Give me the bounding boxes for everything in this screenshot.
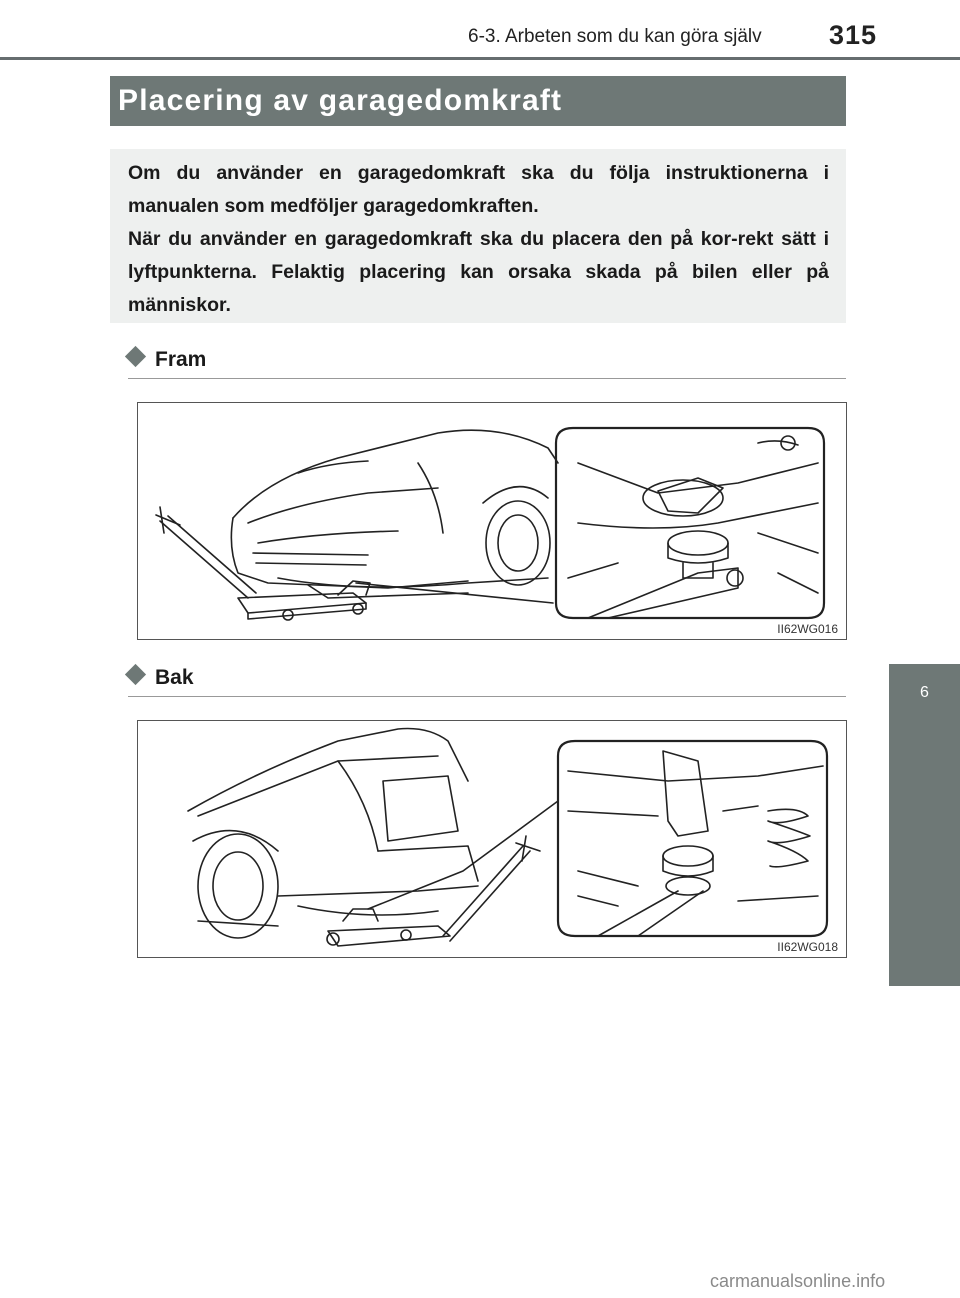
- header-rule: [0, 57, 960, 60]
- figure-front-jack-placement: [137, 402, 847, 640]
- diamond-bullet-icon: [125, 664, 146, 685]
- page-number: 315: [829, 20, 878, 50]
- section-heading-rear: [128, 666, 194, 690]
- front-jack-illustration: [138, 403, 846, 639]
- section-rule-front: [128, 378, 846, 379]
- figure-code-rear: II62WG018: [777, 940, 838, 954]
- section-heading-front: [128, 348, 206, 372]
- footer-watermark: carmanualsonline.info: [710, 1271, 886, 1291]
- section-label-rear: Bak: [155, 666, 194, 689]
- page-title: Placering av garagedomkraft: [118, 84, 563, 117]
- figure-code-front: II62WG016: [777, 622, 838, 636]
- intro-paragraph-1: Om du använder en garagedomkraft ska du följa instruktionerna i manualen som medföljer garagedomkraften.: [128, 162, 829, 217]
- section-label-front: Fram: [155, 348, 207, 371]
- section-rule-rear: [128, 696, 846, 697]
- chapter-number: 6: [920, 684, 929, 701]
- header-section-title: 6-3. Arbeten som du kan göra själv: [468, 26, 762, 47]
- diamond-bullet-icon: [125, 346, 146, 367]
- rear-jack-illustration: [138, 721, 846, 957]
- intro-paragraph-2: När du använder en garagedomkraft ska du placera den på kor-rekt sätt i lyftpunkterna. Felaktig placering kan orsaka skada på bilen eller på människor.: [128, 228, 829, 316]
- figure-rear-jack-placement: [137, 720, 847, 958]
- chapter-side-tab: [889, 664, 960, 986]
- chapter-title: Underhåll och skötsel: [27, 740, 46, 904]
